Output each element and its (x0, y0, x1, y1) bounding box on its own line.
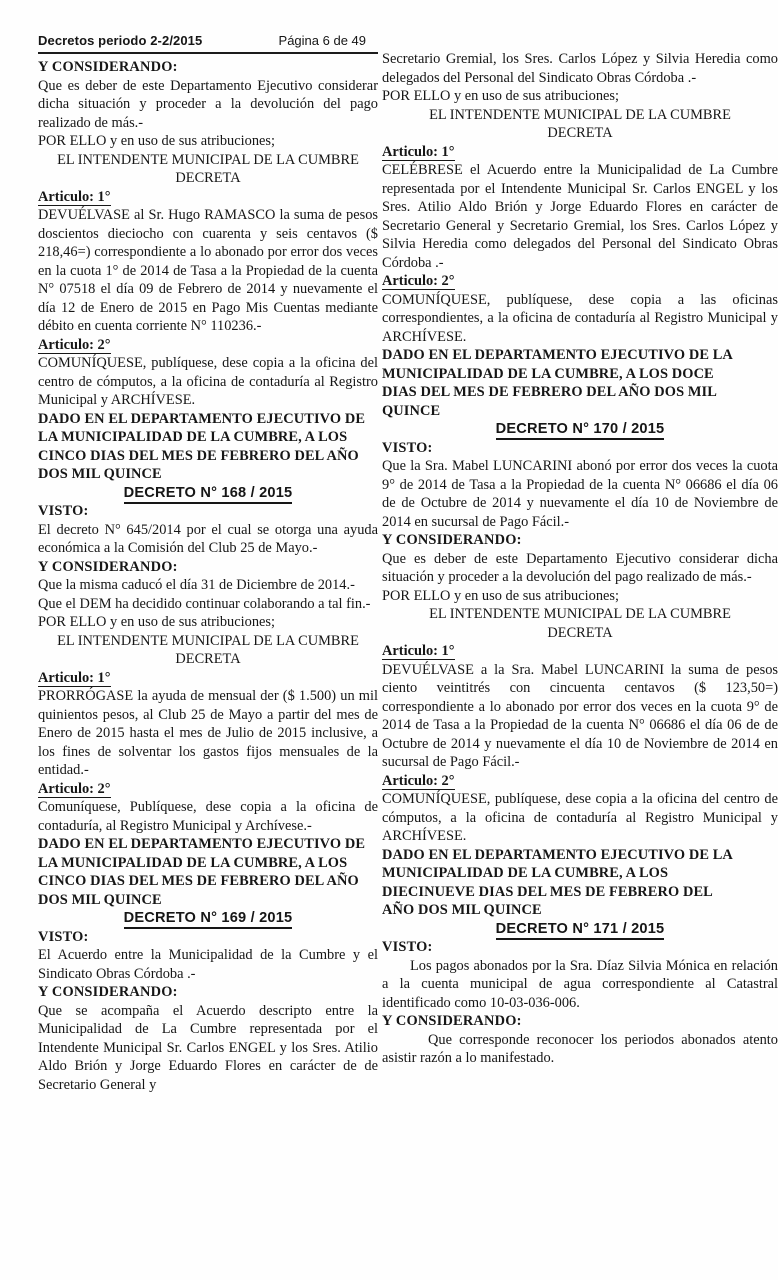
section-heading: Y CONSIDERANDO: (38, 59, 178, 75)
paragraph: Secretario Gremial, los Sres. Carlos López y Silvia Heredia como delegados del Personal del Sindicato Obras Córdoba .- (382, 51, 778, 86)
paragraph: Que la misma caducó el día 31 de Diciembre de 2014.- (38, 577, 355, 593)
paragraph: Que el DEM ha decidido continuar colaborando a tal fin.- (38, 595, 371, 612)
paragraph: Comuníquese, Publíquese, dese copia a la oficina de contaduría, al Registro Municipal y Archívese.- (38, 799, 378, 834)
attribution-line: POR ELLO y en uso de sus atribuciones; (38, 614, 276, 630)
dado-statement: DADO EN EL DEPARTAMENTO EJECUTIVO DE LA MUNICIPALIDAD DE LA CUMBRE, A LOS DOCE DIAS DEL MES DE FEBRERO DEL AÑO DOS MIL QUINCE (382, 347, 733, 419)
centered-line: EL INTENDENTE MUNICIPAL DE LA CUMBRE (57, 632, 359, 649)
article-heading: Articulo: 1° (382, 143, 455, 160)
section-heading: Y CONSIDERANDO: (38, 558, 178, 575)
header-page-number: Página 6 de 49 (278, 33, 366, 48)
attribution-line: POR ELLO y en uso de sus atribuciones; (382, 587, 620, 604)
article-heading: Articulo: 2° (38, 336, 111, 353)
centered-line: DECRETA (175, 170, 241, 186)
article-heading: Articulo: 1° (38, 669, 111, 686)
paragraph: El Acuerdo entre la Municipalidad de la Cumbre y el Sindicato Obras Córdoba .- (38, 947, 378, 982)
article-heading: Articulo: 1° (38, 188, 111, 205)
dado-statement: DADO EN EL DEPARTAMENTO EJECUTIVO DE LA MUNICIPALIDAD DE LA CUMBRE, A LOS CINCO DIAS DEL MES DE FEBRERO DEL AÑO DOS MIL QUINCE (38, 836, 366, 908)
dado-statement: DADO EN EL DEPARTAMENTO EJECUTIVO DE LA MUNICIPALIDAD DE LA CUMBRE, A LOS DIECINUEVE DIAS DEL MES DE FEBRERO DEL AÑO DOS MIL QUINCE (382, 846, 733, 918)
centered-line: DECRETA (175, 651, 241, 667)
paragraph: COMUNÍQUESE, publíquese, dese copia a la oficina del centro de cómputos, a la oficina de contaduría al Registro Municipal y ARCHÍVESE. (38, 355, 378, 408)
section-heading: VISTO: (38, 928, 89, 945)
attribution-line: POR ELLO y en uso de sus atribuciones; (382, 88, 620, 104)
decree-title: DECRETO N° 170 / 2015 (382, 420, 778, 439)
paragraph: Que corresponde reconocer los periodos abonados atento asistir razón a lo manifestado. (382, 1031, 778, 1066)
decree-title: DECRETO N° 171 / 2015 (382, 920, 778, 939)
centered-line: DECRETA (547, 624, 613, 641)
page-header (38, 33, 378, 48)
paragraph: Que se acompaña el Acuerdo descripto entre la Municipalidad de La Cumbre representada por el Intendente Municipal Sr. Carlos ENGEL y los Sres. Atilio Aldo Brión y Jorge Eduardo Flores en carácter de de Secretario General y (38, 1002, 378, 1093)
paragraph: DEVUÉLVASE a la Sra. Mabel LUNCARINI la suma de pesos ciento veintitrés con cincuenta centavos ($ 123,50=) correspondiente a lo abonado por error dos veces en la cuota 9° de 2014 de Tasa a la Propiedad de la cuenta N° 06686 el día 06 de de Octubre de 2014 y nuevamente el día 10 de Noviembre de 2014 en sucursal de Pago Fácil.- (382, 661, 778, 770)
section-heading: VISTO: (382, 439, 433, 456)
centered-line: EL INTENDENTE MUNICIPAL DE LA CUMBRE (429, 606, 731, 622)
paragraph: Que es deber de este Departamento Ejecutivo considerar dicha situación y proceder a la devolución del pago realizado de más.- (382, 550, 778, 585)
article-heading: Articulo: 2° (38, 780, 111, 797)
header-title: Decretos periodo 2-2/2015 (38, 33, 203, 48)
paragraph: Los pagos abonados por la Sra. Díaz Silvia Mónica en relación a la cuenta municipal de agua correspondiente al Catastral identificado como 10-03-036-006. (382, 957, 778, 1011)
section-heading: Y CONSIDERANDO: (382, 1013, 522, 1029)
section-heading: Y CONSIDERANDO: (38, 984, 178, 1000)
article-heading: Articulo: 2° (382, 772, 455, 789)
section-heading: VISTO: (382, 939, 433, 955)
centered-line: EL INTENDENTE MUNICIPAL DE LA CUMBRE (57, 151, 359, 168)
paragraph: El decreto N° 645/2014 por el cual se otorga una ayuda económica a la Comisión del Club 25 de Mayo.- (38, 521, 378, 556)
article-heading: Articulo: 1° (382, 643, 455, 659)
right-column (382, 50, 778, 1274)
decree-title: DECRETO N° 169 / 2015 (38, 909, 378, 928)
section-heading: VISTO: (38, 503, 89, 519)
left-column (38, 58, 378, 1274)
paragraph: COMUNÍQUESE, publíquese, dese copia a la oficina del centro de cómputos, a la oficina de contaduría al Registro Municipal y ARCHÍVESE. (382, 791, 778, 844)
attribution-line: POR ELLO y en uso de sus atribuciones; (38, 133, 276, 149)
article-heading: Articulo: 2° (382, 273, 455, 289)
paragraph: Que la Sra. Mabel LUNCARINI abonó por error dos veces la cuota 9° de 2014 de Tasa a la Propiedad de la cuenta N° 06686 el día 06 de de Octubre de 2014 y nuevamente el día 10 de Noviembre de 2014 en sucursal de Pago Fácil.- (382, 458, 778, 530)
paragraph: Que es deber de este Departamento Ejecutivo considerar dicha situación y proceder a la devolución del pago realizado de más.- (38, 77, 378, 131)
centered-line: EL INTENDENTE MUNICIPAL DE LA CUMBRE (429, 106, 731, 123)
header-rule (38, 52, 378, 54)
dado-statement: DADO EN EL DEPARTAMENTO EJECUTIVO DE LA MUNICIPALIDAD DE LA CUMBRE, A LOS CINCO DIAS DEL MES DE FEBRERO DEL AÑO DOS MIL QUINCE (38, 410, 366, 482)
section-heading: Y CONSIDERANDO: (382, 532, 522, 548)
decree-title: DECRETO N° 168 / 2015 (38, 484, 378, 503)
centered-line: DECRETA (547, 125, 613, 141)
paragraph: CELÉBRESE el Acuerdo entre la Municipalidad de La Cumbre representada por el Intendente Municipal Sr. Carlos ENGEL y los Sres. Atilio Aldo Brión y Jorge Eduardo Flores en carácter de Secretario General y Secretario Gremial, los Sres. Carlos López y Silvia Heredia como delegados del Personal del Sindicato Obras Córdoba .- (382, 162, 778, 271)
paragraph: DEVUÉLVASE al Sr. Hugo RAMASCO la suma de pesos doscientos dieciocho con cuarenta y seis centavos ($ 218,46=) correspondiente a lo abonado por error dos veces en la cuota 1° de 2014 de Tasa a la Propiedad de la cuenta N° 07518 el día 09 de Febrero de 2014 y nuevamente el día 12 de Enero de 2015 en Pago Mis Cuentas mediante débito en cuenta corriente N° 110236.- (38, 207, 378, 334)
paragraph: COMUNÍQUESE, publíquese, dese copia a las oficinas correspondientes, a la oficina de contaduría al Registro Municipal y ARCHÍVESE. (382, 291, 778, 345)
paragraph: PRORRÓGASE la ayuda de mensual der ($ 1.500) un mil quinientos pesos, al Club 25 de Mayo a partir del mes de Enero de 2015 hasta el mes de Julio de 2015 inclusive, a los fines de solventar los gastos fijos mensuales de la entidad.- (38, 688, 378, 778)
